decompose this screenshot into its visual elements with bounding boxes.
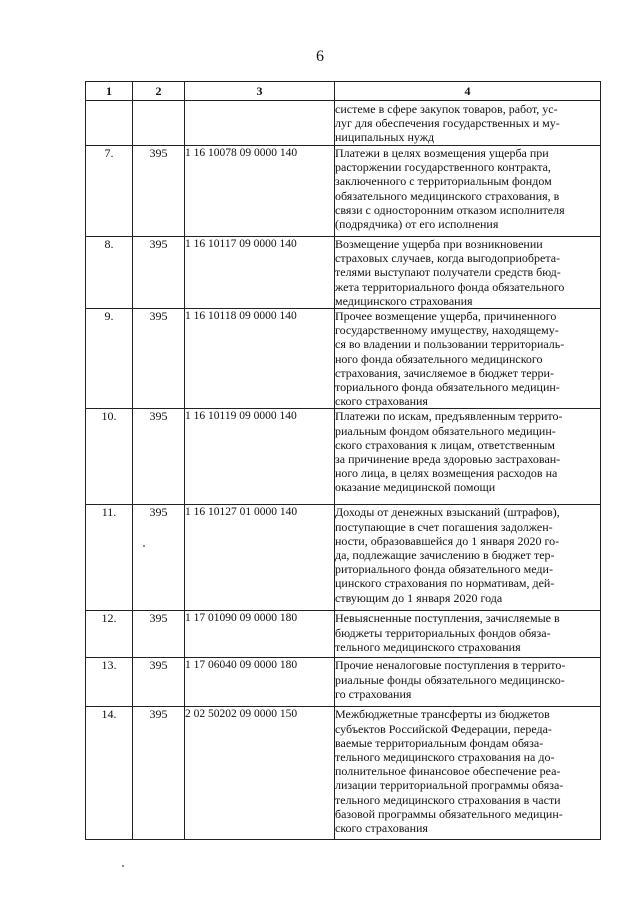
budget-classification-code-cell: 1 16 10078 09 0000 140 [185, 146, 335, 237]
row-number-cell: 13. [86, 658, 133, 707]
page-number: 6 [316, 48, 324, 65]
table-row [86, 658, 601, 707]
budget-classification-code-cell [185, 101, 335, 146]
income-description-cell: Доходы от денежных взысканий (штрафов), поступающие в счет погашения задолжен- ности, образовавшейся до 1 января 2020 го- да, подлежащие зачислению в бюджет тер- риториального фонда обязательного меди- цинского страхования по нормативам, дей- ствующим до 1 января 2020 года [335, 505, 601, 611]
row-number-cell: 12. [86, 611, 133, 658]
table-row [86, 707, 601, 840]
table-row [86, 505, 601, 611]
admin-code-cell: 395 [133, 237, 185, 309]
budget-classification-code-cell: 1 16 10127 01 0000 140 [185, 505, 335, 611]
scan-speck [122, 865, 124, 867]
admin-code-cell [133, 101, 185, 146]
budget-classification-code-cell: 2 02 50202 09 0000 150 [185, 707, 335, 840]
budget-classification-code-cell: 1 17 01090 09 0000 180 [185, 611, 335, 658]
table-row [86, 101, 601, 146]
admin-code-cell: 395 [133, 409, 185, 505]
column-header-3: 3 [185, 82, 335, 101]
column-header-2: 2 [133, 82, 185, 101]
table-row [86, 611, 601, 658]
table-header-row [86, 82, 601, 101]
column-header-4: 4 [335, 82, 601, 101]
table-row [86, 146, 601, 237]
row-number-cell: 8. [86, 237, 133, 309]
budget-classification-code-cell: 1 16 10118 09 0000 140 [185, 309, 335, 409]
budget-codes-table [85, 81, 601, 840]
row-number-cell: 11. [86, 505, 133, 611]
admin-code-cell: 395 [133, 658, 185, 707]
budget-classification-code-cell: 1 16 10119 09 0000 140 [185, 409, 335, 505]
admin-code-cell: 395 [133, 611, 185, 658]
table-row [86, 409, 601, 505]
table-row [86, 309, 601, 409]
admin-code-cell: 395 [133, 505, 185, 611]
income-description-cell: Платежи в целях возмещения ущерба при расторжении государственного контракта, заключенного с территориальным фондом обязательного медицинского страхования, в связи с односторонним отказом исполнителя (подрядчика) от его исполнения [335, 146, 601, 237]
row-number-cell [86, 101, 133, 146]
table-row [86, 237, 601, 309]
income-description-cell: Прочие неналоговые поступления в террито- риальные фонды обязательного медицинско- го страхования [335, 658, 601, 707]
income-description-cell: Невыясненные поступления, зачисляемые в бюджеты территориальных фондов обяза- тельного медицинского страхования [335, 611, 601, 658]
admin-code-cell: 395 [133, 707, 185, 840]
admin-code-cell: 395 [133, 309, 185, 409]
income-description-cell: Платежи по искам, предъявленным террито- риальным фондом обязательного медицин- ского страхования к лицам, ответственным за причинение вреда здоровью застрахован- ного лица, в целях возмещения расходов на оказание медицинской помощи [335, 409, 601, 505]
income-description-cell: Межбюджетные трансферты из бюджетов субъектов Российской Федерации, переда- ваемые территориальным фондам обяза- тельного медицинского страхования на до- полнительное финансовое обеспечение реа- лизации территориальной программы обяза- тельного медицинского страхования в части базовой программы обязательного медицин- ского страхования [335, 707, 601, 840]
budget-classification-code-cell: 1 16 10117 09 0000 140 [185, 237, 335, 309]
budget-classification-code-cell: 1 17 06040 09 0000 180 [185, 658, 335, 707]
income-description-cell: системе в сфере закупок товаров, работ, ус- луг для обеспечения государственных и му- ниципальных нужд [335, 101, 601, 146]
scan-speck [143, 545, 145, 547]
row-number-cell: 7. [86, 146, 133, 237]
income-description-cell: Прочее возмещение ущерба, причиненного государственному имуществу, находящему- ся во владении и пользовании территориаль- ного фонда обязательного медицинского страхования, зачисляемое в бюджет терри- ториального фонда обязательного медицин- ского страхования [335, 309, 601, 409]
column-header-1: 1 [86, 82, 133, 101]
income-description-cell: Возмещение ущерба при возникновении страховых случаев, когда выгодоприобрета- телями выступают получатели средств бюд- жета территориального фонда обязательного медицинского страхования [335, 237, 601, 309]
row-number-cell: 14. [86, 707, 133, 840]
row-number-cell: 9. [86, 309, 133, 409]
admin-code-cell: 395 [133, 146, 185, 237]
row-number-cell: 10. [86, 409, 133, 505]
